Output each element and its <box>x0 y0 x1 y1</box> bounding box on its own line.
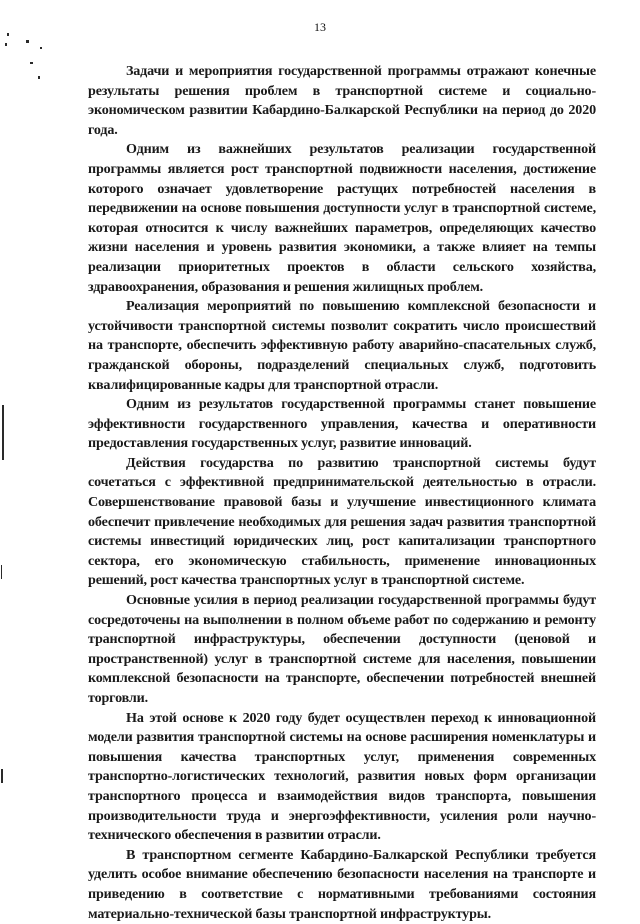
paragraph: Основные усилия в период реализации государственной программы будут сосредоточены на выполнении в полном объеме работ по содержанию и ремонту транспортной инфраструктуры, обеспечении доступности (ценовой и пространственной) услуг в транспортной системе для населения, повышении комплексной безопасности на транспорте, обеспечении потребностей внешней торговли. <box>88 592 596 706</box>
page-number: 13 <box>314 20 326 34</box>
paragraph: На этой основе к 2020 году будет осуществлен переход к инновационной модели развития транспортной системы на основе расширения номенклатуры и повышения качества транспортных услуг, применения современных транспортно-логистических технологий, развития новых форм организации транспортного процесса и взаимодействия видов транспорта, повышения производительности труда и энергоэффективности, усиления роли научно-технического обеспечения в развитии отрасли. <box>88 709 596 844</box>
paragraph: Действия государства по развитию транспортной системы будут сочетаться с эффективной предпринимательской деятельностью в отрасли. Совершенствование правовой базы и улучшение инвестиционного климата обеспечит привлечение необходимых для решения задач развития транспортной системы инвестиций юридических лиц, рост капитализации транспортного сектора, его экономическую стабильность, применение инновационных решений, рост качества транспортных услуг в транспортной системе. <box>88 454 596 589</box>
paragraph: Задачи и мероприятия государственной программы отражают конечные результаты решения проблем в транспортной системе и социально-экономическом развитии Кабардино-Балкарской Республики на период до 2020 года. <box>88 63 596 138</box>
paragraph: Реализация мероприятий по повышению комплексной безопасности и устойчивости транспортной системы позволит сократить число происшествий на транспорте, обеспечить эффективную работу аварийно-спасательных служб, гражданской обороны, подразделений специальных служб, подготовить квалифицированные кадры для транспортной отрасли. <box>88 298 596 393</box>
scan-mark <box>26 40 29 43</box>
scan-mark <box>30 62 33 64</box>
paragraph: В транспортном сегменте Кабардино-Балкарской Республики требуется уделить особое внимание обеспечению безопасности населения на транспорте и приведению в соответствие с нормативными требованиями состояния материально-технической базы транспортной инфраструктуры. <box>88 846 596 922</box>
paragraph: Одним из результатов государственной программы станет повышение эффективности государственного управления, качества и оперативности предоставления государственных услуг, развитие инноваций. <box>88 396 596 452</box>
scan-mark <box>1 565 2 579</box>
scan-mark <box>2 405 4 460</box>
scan-mark <box>1 769 3 783</box>
scan-mark <box>5 43 7 46</box>
paragraph: Одним из важнейших результатов реализации государственной программы является рост транспортной подвижности населения, достижение которого означает удовлетворение растущих потребностей населения в передвижении на основе повышения доступности услуг в транспортной системе, которая относится к числу важнейших параметров, определяющих качество жизни населения и уровень развития экономики, а также влияет на темпы реализации приоритетных проектов в области сельского хозяйства, здравоохранения, образования и решения жилищных проблем. <box>88 141 596 295</box>
document-body <box>88 62 596 924</box>
scan-mark <box>40 47 42 49</box>
scan-mark <box>38 76 40 79</box>
